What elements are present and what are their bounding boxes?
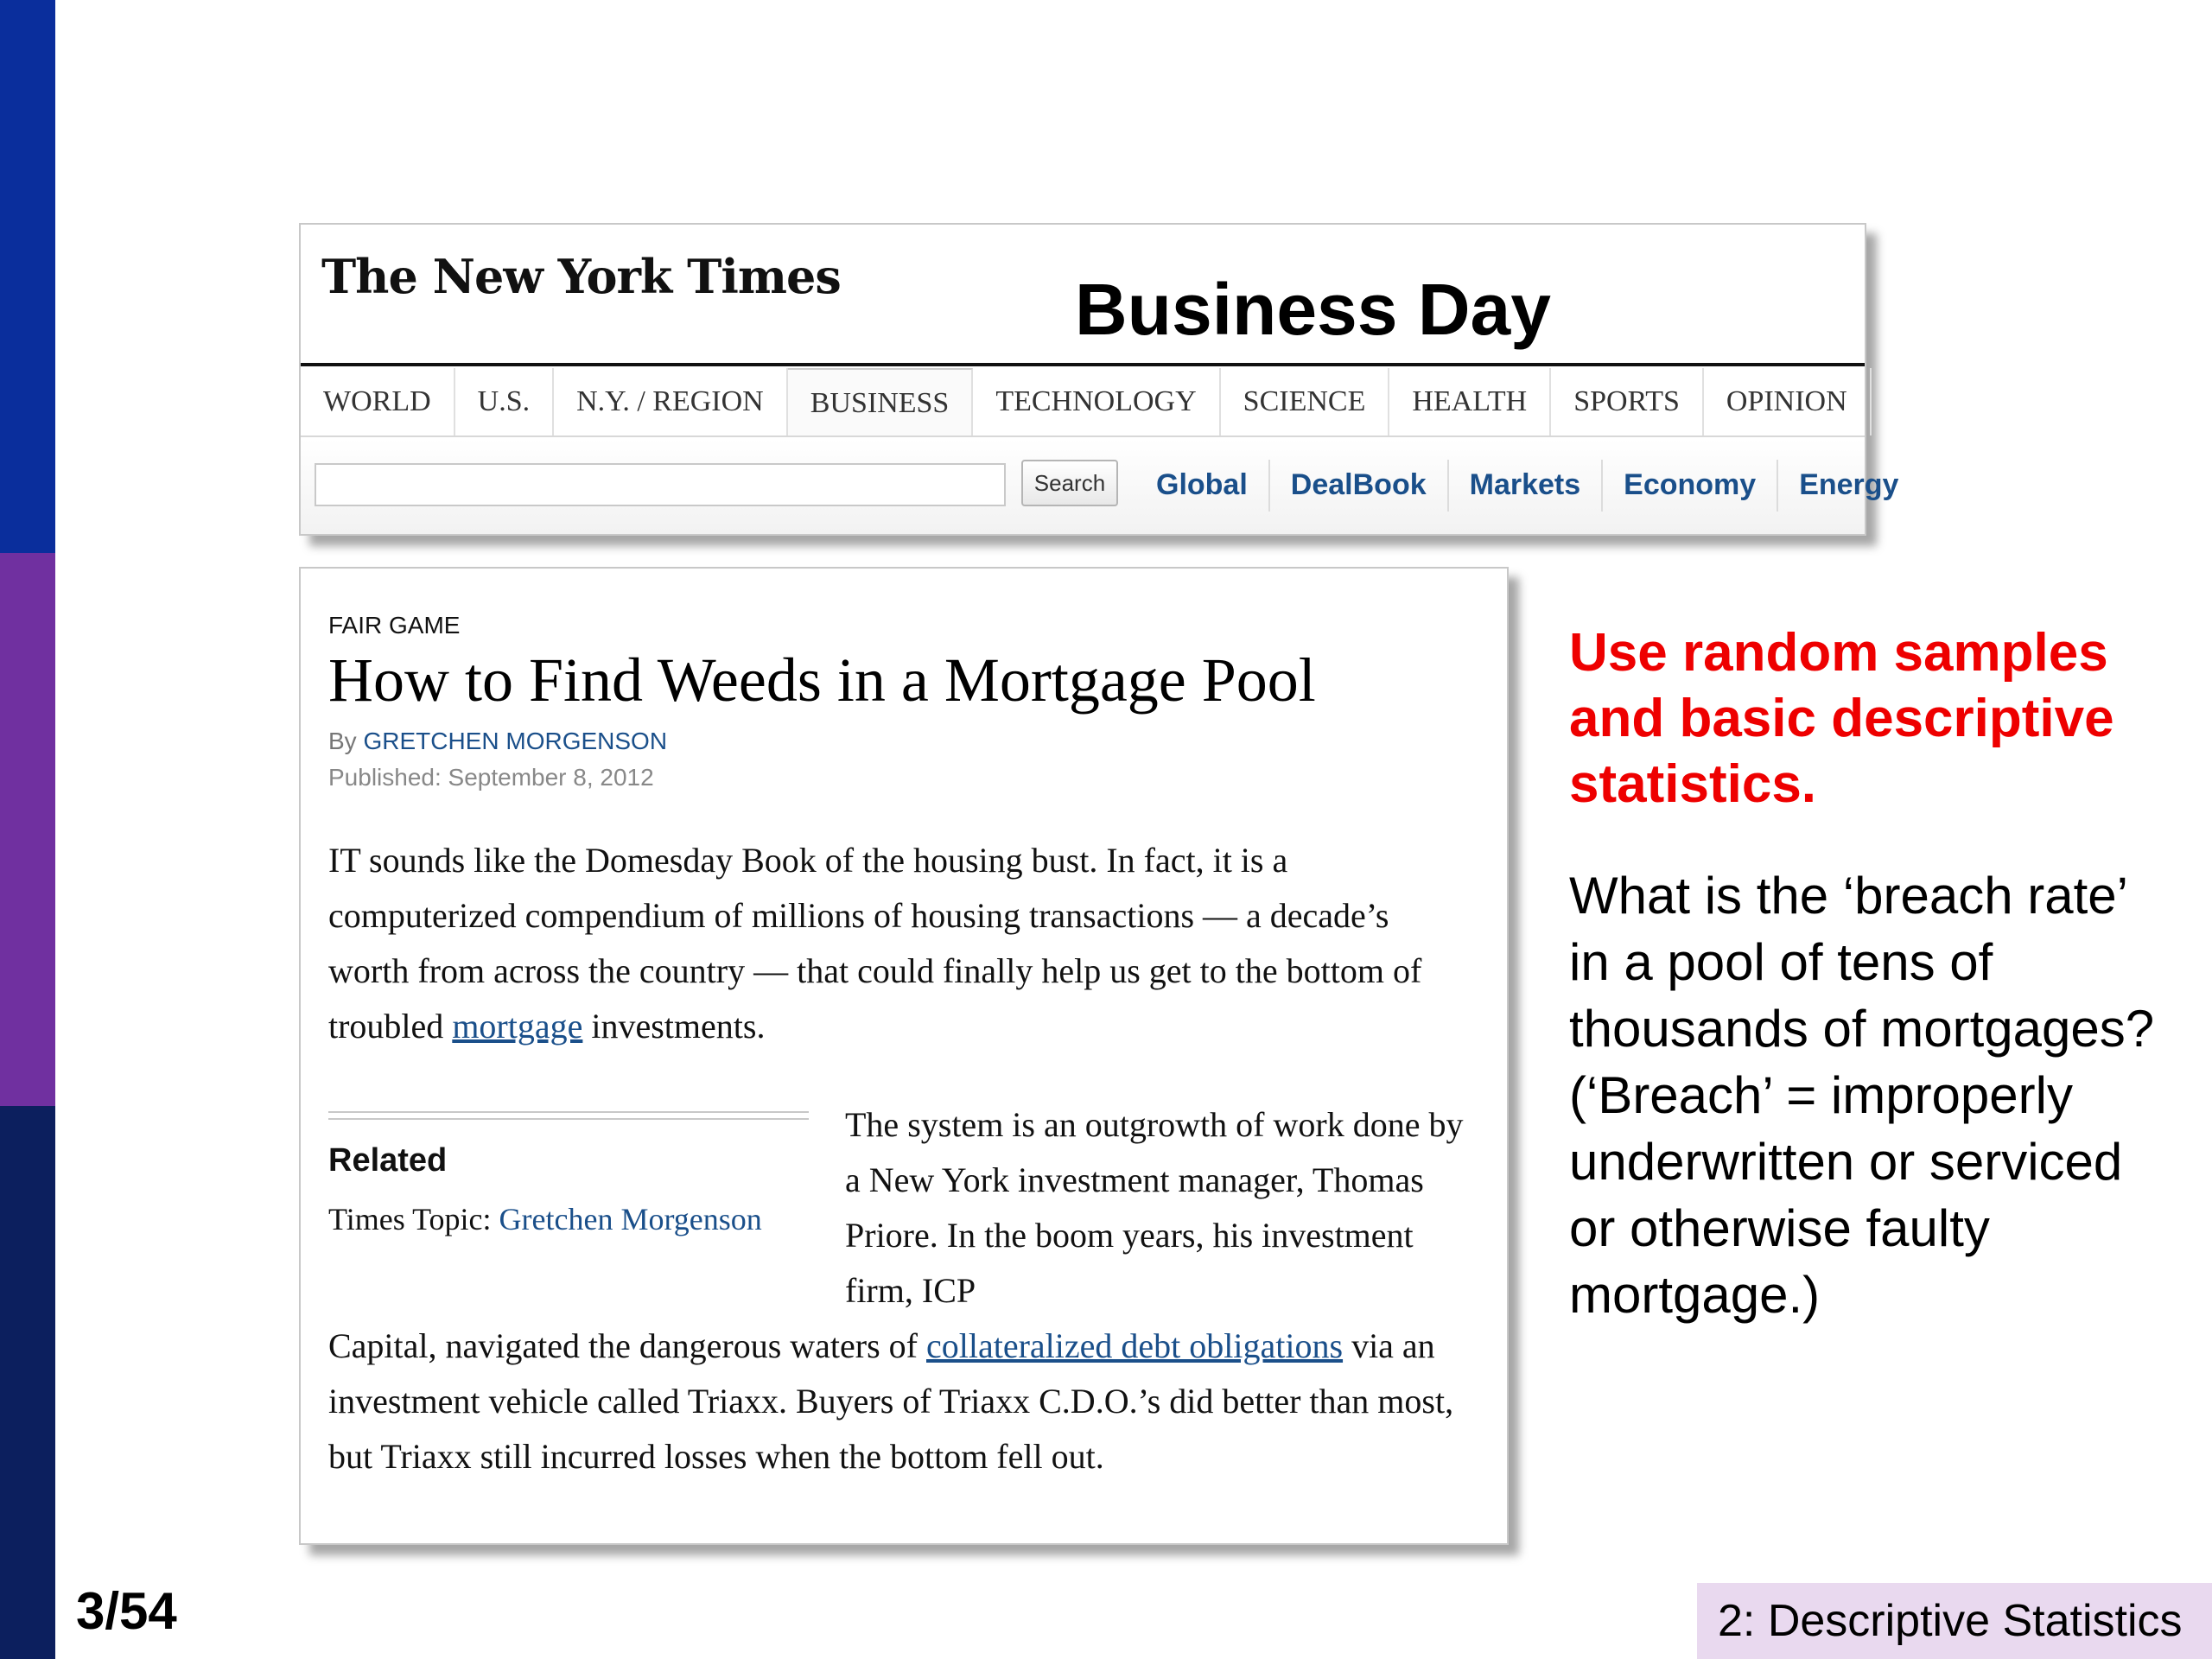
- page-number: 3/54: [76, 1582, 177, 1640]
- main-nav: [301, 368, 1865, 437]
- question-text: What is the ‘breach rate’ in a pool of tens of thousands of mortgages? (‘Breach’ = improperly underwritten or serviced or otherwise faulty mortgage.): [1569, 867, 2155, 1324]
- sidebar-segment-bottom: [0, 1106, 55, 1659]
- publish-date: Published: September 8, 2012: [328, 764, 654, 791]
- nyt-logo[interactable]: The New York Times: [321, 249, 841, 304]
- paragraph-1-text: IT sounds like the Domesday Book of the housing bust. In fact, it is a computerized compendium of millions of housing transactions — a decade’s worth from across the country — that could finally help us get to the bottom of troubled: [328, 841, 1422, 1046]
- nav-item-health[interactable]: HEALTH: [1389, 368, 1551, 435]
- nyt-header-screenshot: [299, 223, 1899, 536]
- slide-sidebar: [0, 0, 55, 1659]
- article-kicker: FAIR GAME: [328, 612, 461, 639]
- article-byline: [328, 728, 667, 755]
- related-topic: [328, 1201, 762, 1237]
- paragraph-3-end: via an investment vehicle called Triaxx. Buyers of Triaxx C.D.O.’s did better than most, but Triaxx still incurred losses when the bottom fell out.: [328, 1326, 1454, 1476]
- callout-text: Use random samples and basic descriptive statistics.: [1569, 623, 2114, 814]
- paragraph-1-end: investments.: [582, 1007, 766, 1046]
- section-sub-nav: [1135, 460, 1898, 512]
- related-prefix: Times Topic:: [328, 1202, 499, 1236]
- article-headline: How to Find Weeds in a Mortgage Pool: [328, 645, 1316, 715]
- sub-nav-dealbook[interactable]: DealBook: [1270, 460, 1449, 512]
- related-heading: Related: [328, 1142, 448, 1179]
- nav-item-ny-region[interactable]: N.Y. / REGION: [554, 368, 788, 435]
- sub-nav-energy[interactable]: Energy: [1799, 468, 1899, 501]
- related-divider: [328, 1111, 809, 1120]
- search-button[interactable]: Search: [1021, 460, 1118, 506]
- mortgage-link[interactable]: mortgage: [452, 1007, 583, 1046]
- byline-prefix: By: [328, 728, 357, 754]
- header-divider: [301, 363, 1865, 366]
- sub-nav-global[interactable]: Global: [1135, 460, 1270, 512]
- nav-item-business[interactable]: BUSINESS: [788, 368, 974, 435]
- sub-nav-economy[interactable]: Economy: [1603, 460, 1778, 512]
- nav-item-us[interactable]: U.S.: [455, 368, 554, 435]
- nav-item-opinion[interactable]: OPINION: [1704, 368, 1872, 435]
- paragraph-3-text: Capital, navigated the dangerous waters of: [328, 1326, 926, 1365]
- section-title: Business Day: [1075, 269, 1551, 350]
- sidebar-segment-top: [0, 0, 55, 553]
- nav-item-science[interactable]: SCIENCE: [1221, 368, 1390, 435]
- times-topic-link[interactable]: Gretchen Morgenson: [499, 1202, 762, 1236]
- cdo-link[interactable]: collateralized debt obligations: [926, 1326, 1344, 1365]
- article-paragraph-2: The system is an outgrowth of work done by a New York investment manager, Thomas Priore. In the boom years, his investment firm, ICP: [845, 1105, 1464, 1310]
- article-paragraph-1: [328, 833, 1478, 1054]
- nav-item-sports[interactable]: SPORTS: [1551, 368, 1704, 435]
- sidebar-segment-middle: [0, 553, 55, 1106]
- footer-section-tag: 2: Descriptive Statistics: [1697, 1583, 2212, 1659]
- article-paragraph-3: [328, 1319, 1486, 1484]
- sub-nav-row: [301, 439, 1899, 534]
- nav-item-world[interactable]: WORLD: [301, 368, 455, 435]
- sub-nav-markets[interactable]: Markets: [1449, 460, 1604, 512]
- search-input[interactable]: [315, 463, 1006, 506]
- nav-item-technology[interactable]: TECHNOLOGY: [973, 368, 1220, 435]
- article-screenshot: [299, 567, 1509, 1545]
- author-link[interactable]: GRETCHEN MORGENSON: [363, 728, 668, 754]
